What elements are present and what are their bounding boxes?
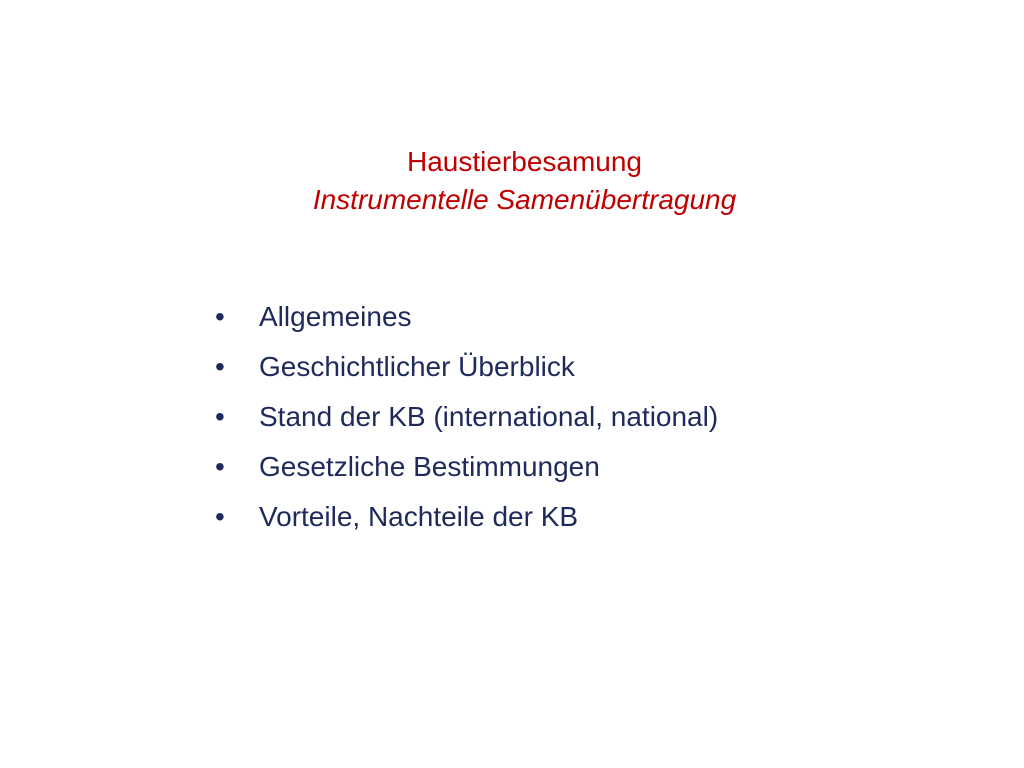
bullet-icon: • [215, 401, 225, 432]
bullet-text: Allgemeines [259, 301, 412, 332]
slide-title: Haustierbesamung [406, 146, 643, 177]
bullet-icon: • [215, 351, 225, 382]
bullet-list [215, 295, 718, 545]
bullet-item [215, 345, 718, 395]
bullet-text: Stand der KB (international, national) [259, 401, 719, 432]
bullet-item [215, 495, 718, 545]
slide-title-block [0, 143, 1024, 219]
bullet-text: Gesetzliche Bestimmungen [259, 451, 600, 482]
bullet-item [215, 395, 718, 445]
bullet-item [215, 295, 718, 345]
bullet-item [215, 445, 718, 495]
bullet-text: Vorteile, Nachteile der KB [259, 501, 579, 532]
bullet-icon: • [215, 301, 225, 332]
bullet-icon: • [215, 451, 225, 482]
bullet-icon: • [215, 501, 225, 532]
slide-subtitle: Instrumentelle Samenübertragung [312, 184, 737, 215]
bullet-text: Geschichtlicher Überblick [259, 351, 575, 382]
